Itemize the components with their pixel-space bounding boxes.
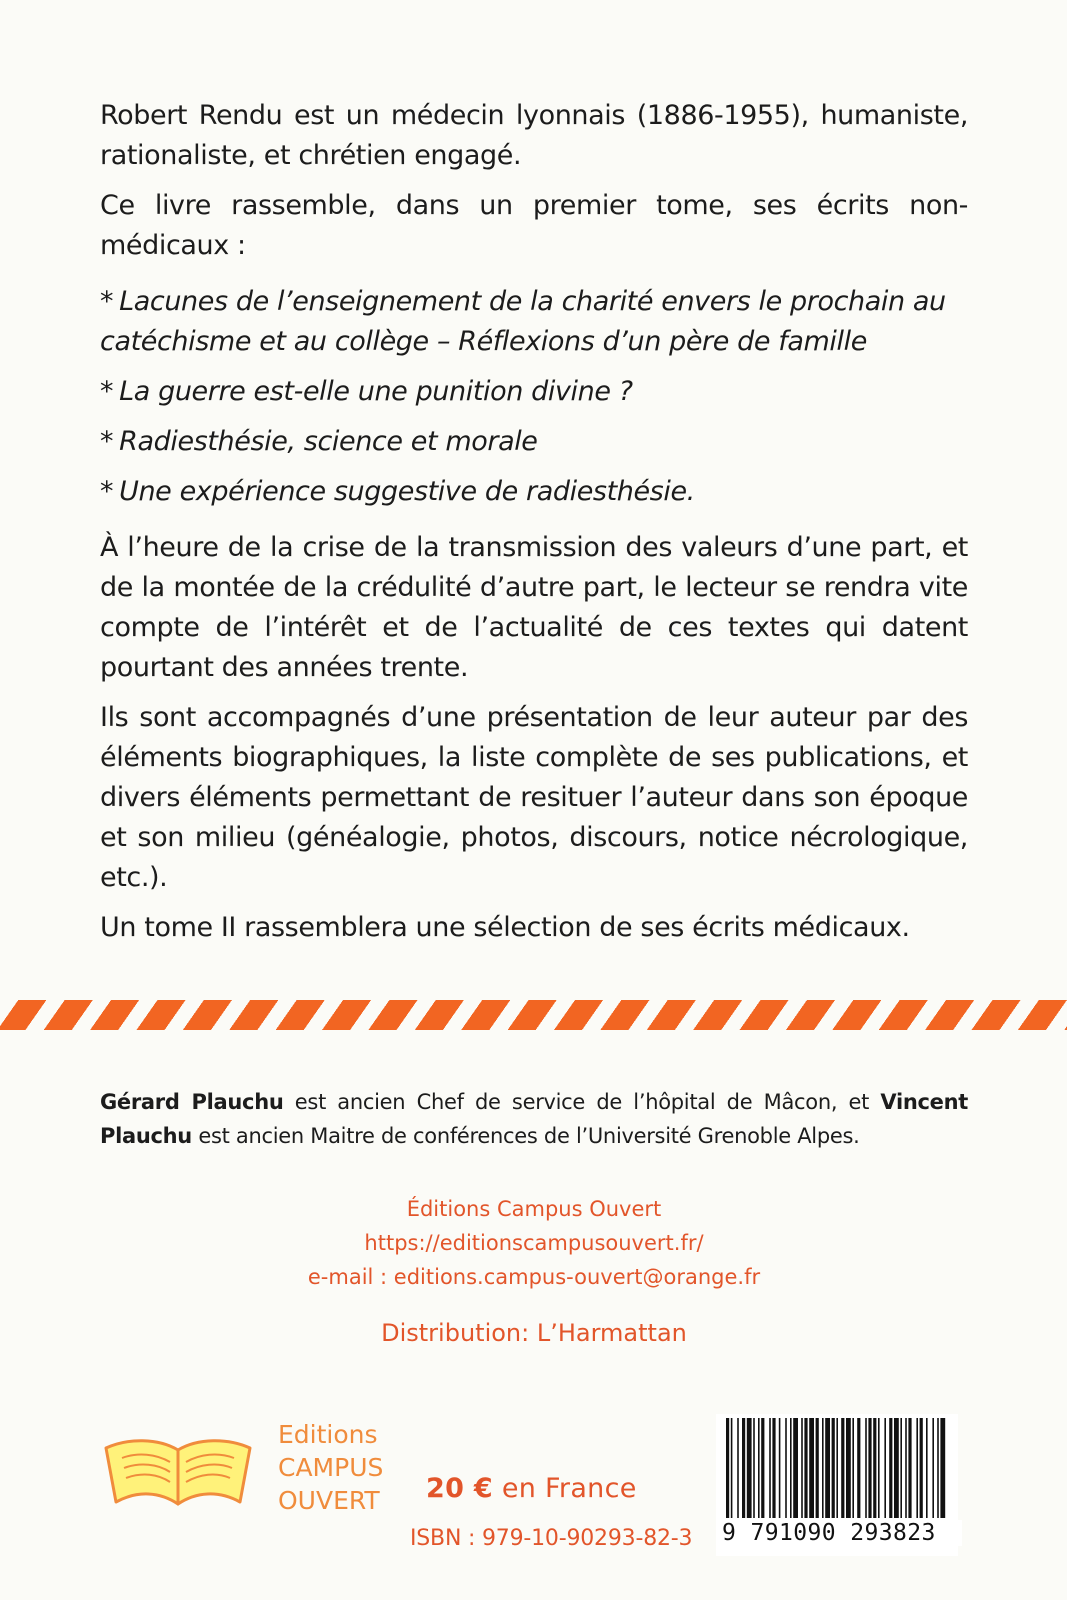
barcode-bar bbox=[932, 1418, 934, 1518]
barcode-bar bbox=[836, 1418, 838, 1518]
barcode-bar bbox=[884, 1418, 886, 1518]
author-name-1: Gérard Plauchu bbox=[100, 1090, 284, 1114]
barcode-bar bbox=[790, 1418, 792, 1518]
accompaniment-paragraph: Ils sont accompagnés d’une présentation de leur auteur par des éléments biographiques, la liste complète de ses publications, et divers éléments permettant de resituer l’auteur dans son époque et son milieu (généalogie, photos, discours, notice nécrologique, etc.). bbox=[100, 702, 968, 893]
barcode-bar bbox=[779, 1418, 781, 1518]
barcode-bar bbox=[894, 1418, 899, 1518]
blurb bbox=[100, 96, 968, 958]
collection-intro: Ce livre rassemble, dans un premier tome, ses écrits non-médicaux : bbox=[100, 190, 968, 261]
barcode-bar bbox=[737, 1418, 739, 1518]
barcode-bar bbox=[772, 1418, 775, 1518]
publisher-name: Éditions Campus Ouvert bbox=[406, 1197, 662, 1221]
works-list bbox=[100, 282, 968, 512]
work-item: * La guerre est-elle une punition divine ? bbox=[100, 376, 633, 407]
barcode-bar bbox=[832, 1418, 835, 1518]
barcode-bar bbox=[747, 1418, 752, 1518]
barcode-bar bbox=[822, 1418, 824, 1518]
barcode-bar bbox=[841, 1418, 844, 1518]
open-book-icon bbox=[98, 1432, 258, 1512]
barcode-bar bbox=[868, 1418, 871, 1518]
barcode-bar bbox=[937, 1418, 939, 1518]
price: 20 € en France bbox=[426, 1473, 637, 1504]
barcode-bar bbox=[742, 1418, 745, 1518]
barcode-bar bbox=[801, 1418, 803, 1518]
barcode-bar bbox=[865, 1418, 867, 1518]
barcode-bar bbox=[940, 1418, 945, 1518]
publisher-email[interactable]: e-mail : editions.campus-ouvert@orange.fr bbox=[307, 1265, 761, 1289]
barcode-bar bbox=[873, 1418, 876, 1518]
barcode-bar bbox=[761, 1418, 764, 1518]
barcode-bar bbox=[825, 1418, 830, 1518]
publisher-url[interactable]: https://editionscampusouvert.fr/ bbox=[364, 1231, 704, 1255]
barcode-bar bbox=[731, 1418, 733, 1518]
barcode-bar bbox=[769, 1418, 771, 1518]
barcode-bars bbox=[716, 1414, 958, 1524]
barcode-bar bbox=[726, 1418, 729, 1518]
hazard-stripe-divider bbox=[0, 1000, 1067, 1030]
barcode-bar bbox=[804, 1418, 807, 1518]
barcode-bar bbox=[793, 1418, 798, 1518]
barcode-bar bbox=[758, 1418, 760, 1518]
barcode-bar bbox=[889, 1418, 892, 1518]
barcode-bar bbox=[785, 1418, 787, 1518]
barcode-bar bbox=[809, 1418, 814, 1518]
barcode-bar bbox=[908, 1418, 911, 1518]
publisher-logo-text: Editions CAMPUS OUVERT bbox=[278, 1420, 384, 1515]
barcode-bar bbox=[852, 1418, 854, 1518]
publisher-info bbox=[100, 1192, 968, 1350]
barcode-bar bbox=[878, 1418, 880, 1518]
work-item: * Lacunes de l’enseignement de la charité envers le prochain au catéchisme et au collège – Réflexions d’un père de famille bbox=[100, 286, 946, 357]
barcode-digits: 9 791090 293823 bbox=[722, 1520, 962, 1546]
isbn: ISBN : 979-10-90293-82-3 bbox=[410, 1526, 693, 1551]
barcode-bar bbox=[916, 1418, 918, 1518]
volume2-paragraph: Un tome II rassemblera une sélection de ses écrits médicaux. bbox=[100, 912, 910, 943]
author-name-2: Vincent Plauchu bbox=[100, 1090, 968, 1148]
work-item: * Radiesthésie, science et morale bbox=[100, 426, 538, 457]
barcode-bar bbox=[846, 1418, 851, 1518]
intro-paragraph: Robert Rendu est un médecin lyonnais (1886-1955), humaniste, rationaliste, et chrétien engagé. bbox=[100, 100, 968, 171]
authors-note: Gérard Plauchu est ancien Chef de service de l’hôpital de Mâcon, et Vincent Plauchu est ancien Maitre de conférences de l’Université Grenoble Alpes. bbox=[100, 1090, 968, 1148]
barcode-bar bbox=[753, 1418, 755, 1518]
barcode-bar bbox=[900, 1418, 902, 1518]
barcode-bar bbox=[920, 1418, 923, 1518]
barcode-bar bbox=[816, 1418, 819, 1518]
barcode-bar bbox=[905, 1418, 907, 1518]
work-item: * Une expérience suggestive de radiesthésie. bbox=[100, 476, 695, 507]
barcode-bar bbox=[857, 1418, 860, 1518]
distribution-line: Distribution: L’Harmattan bbox=[381, 1319, 687, 1347]
relevance-paragraph: À l’heure de la crise de la transmission des valeurs d’une part, et de la montée de la crédulité d’autre part, le lecteur se rendra vite compte de l’intérêt et de l’actualité de ces textes qui datent pourtant des années trente. bbox=[100, 532, 968, 683]
barcode-bar bbox=[926, 1418, 928, 1518]
